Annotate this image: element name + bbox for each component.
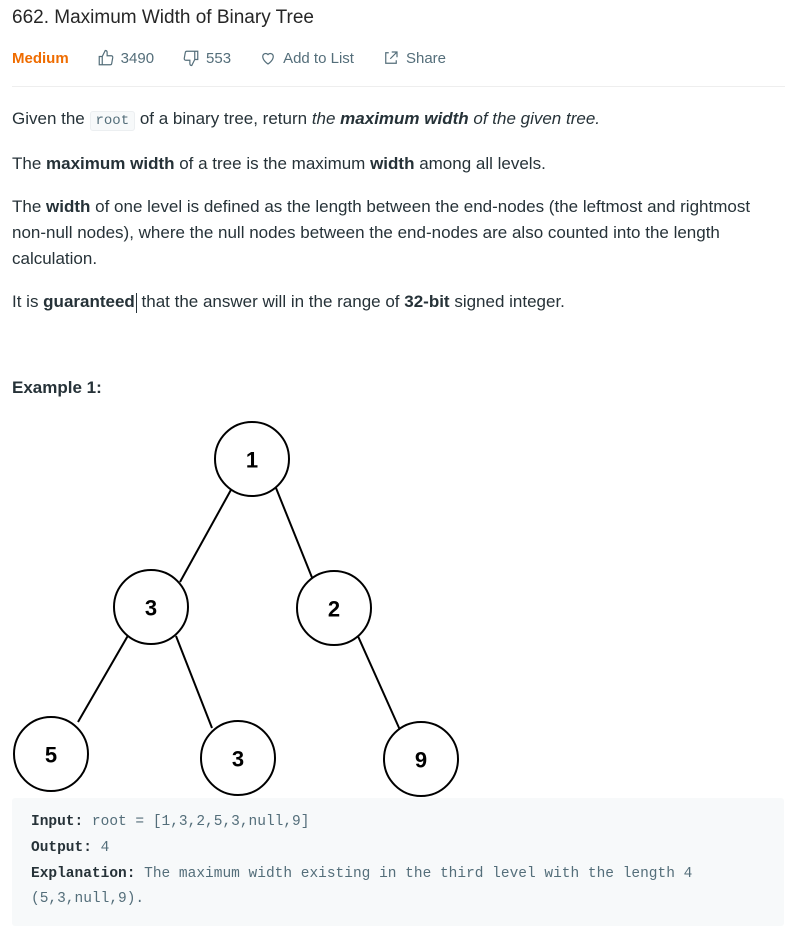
like-button[interactable] (97, 49, 154, 67)
svg-text:1: 1 (245, 447, 259, 473)
problem-title: 662. Maximum Width of Binary Tree (12, 7, 314, 28)
tree-edge (357, 634, 400, 730)
like-count: 3490 (120, 49, 155, 67)
description-paragraph-4: It is guaranteed that the answer will in the range of 32-bit signed integer. (12, 292, 565, 311)
svg-text:2: 2 (327, 596, 341, 622)
dislike-button[interactable] (182, 49, 231, 67)
difficulty-badge: Medium (12, 49, 69, 67)
svg-text:9: 9 (414, 747, 428, 773)
example-code-block (12, 798, 784, 926)
add-to-list-button[interactable] (259, 49, 354, 67)
description-paragraph-3: The width of one level is defined as the length between the end-nodes (the leftmost and rightmost non-null nodes), where the null nodes between the end-nodes are also counted into the length calculation. (12, 197, 751, 268)
description-paragraph-1: Given the root of a binary tree, return the maximum width of the given tree. (12, 109, 601, 129)
tree-node (14, 717, 88, 791)
tree-edge (180, 488, 232, 582)
example-input-line: Input: root = [1,3,2,5,3,null,9] (31, 814, 310, 830)
svg-text:5: 5 (44, 742, 58, 768)
thumbs-up-icon (97, 49, 115, 67)
tree-node (114, 570, 188, 644)
tree-node (215, 422, 289, 496)
tree-edge (176, 636, 212, 728)
share-button[interactable] (382, 49, 446, 67)
tree-nodes (14, 422, 458, 796)
heart-icon (259, 49, 277, 67)
add-to-list-label: Add to List (283, 49, 354, 67)
problem-meta-bar (12, 47, 474, 69)
svg-text:3: 3 (231, 746, 245, 772)
inline-code-root: root (90, 111, 136, 131)
binary-tree-diagram (0, 410, 480, 800)
example-explanation-continuation: (5,3,null,9). (31, 891, 145, 907)
thumbs-down-icon (182, 49, 200, 67)
svg-text:3: 3 (144, 595, 158, 621)
example-output-line: Output: 4 (31, 840, 110, 856)
share-icon (382, 49, 400, 67)
dislike-count: 553 (206, 49, 232, 67)
tree-node (384, 722, 458, 796)
example-explanation-line: Explanation: The maximum width existing in the third level with the length 4 (31, 866, 693, 882)
tree-edge (78, 632, 130, 722)
tree-edge (276, 488, 313, 580)
share-label: Share (405, 49, 446, 67)
problem-description (12, 106, 784, 332)
example-title: Example 1: (12, 378, 102, 397)
description-paragraph-2: The maximum width of a tree is the maximum width among all levels. (12, 154, 546, 173)
tree-node (297, 571, 371, 645)
header-divider (12, 86, 785, 87)
tree-node (201, 721, 275, 795)
